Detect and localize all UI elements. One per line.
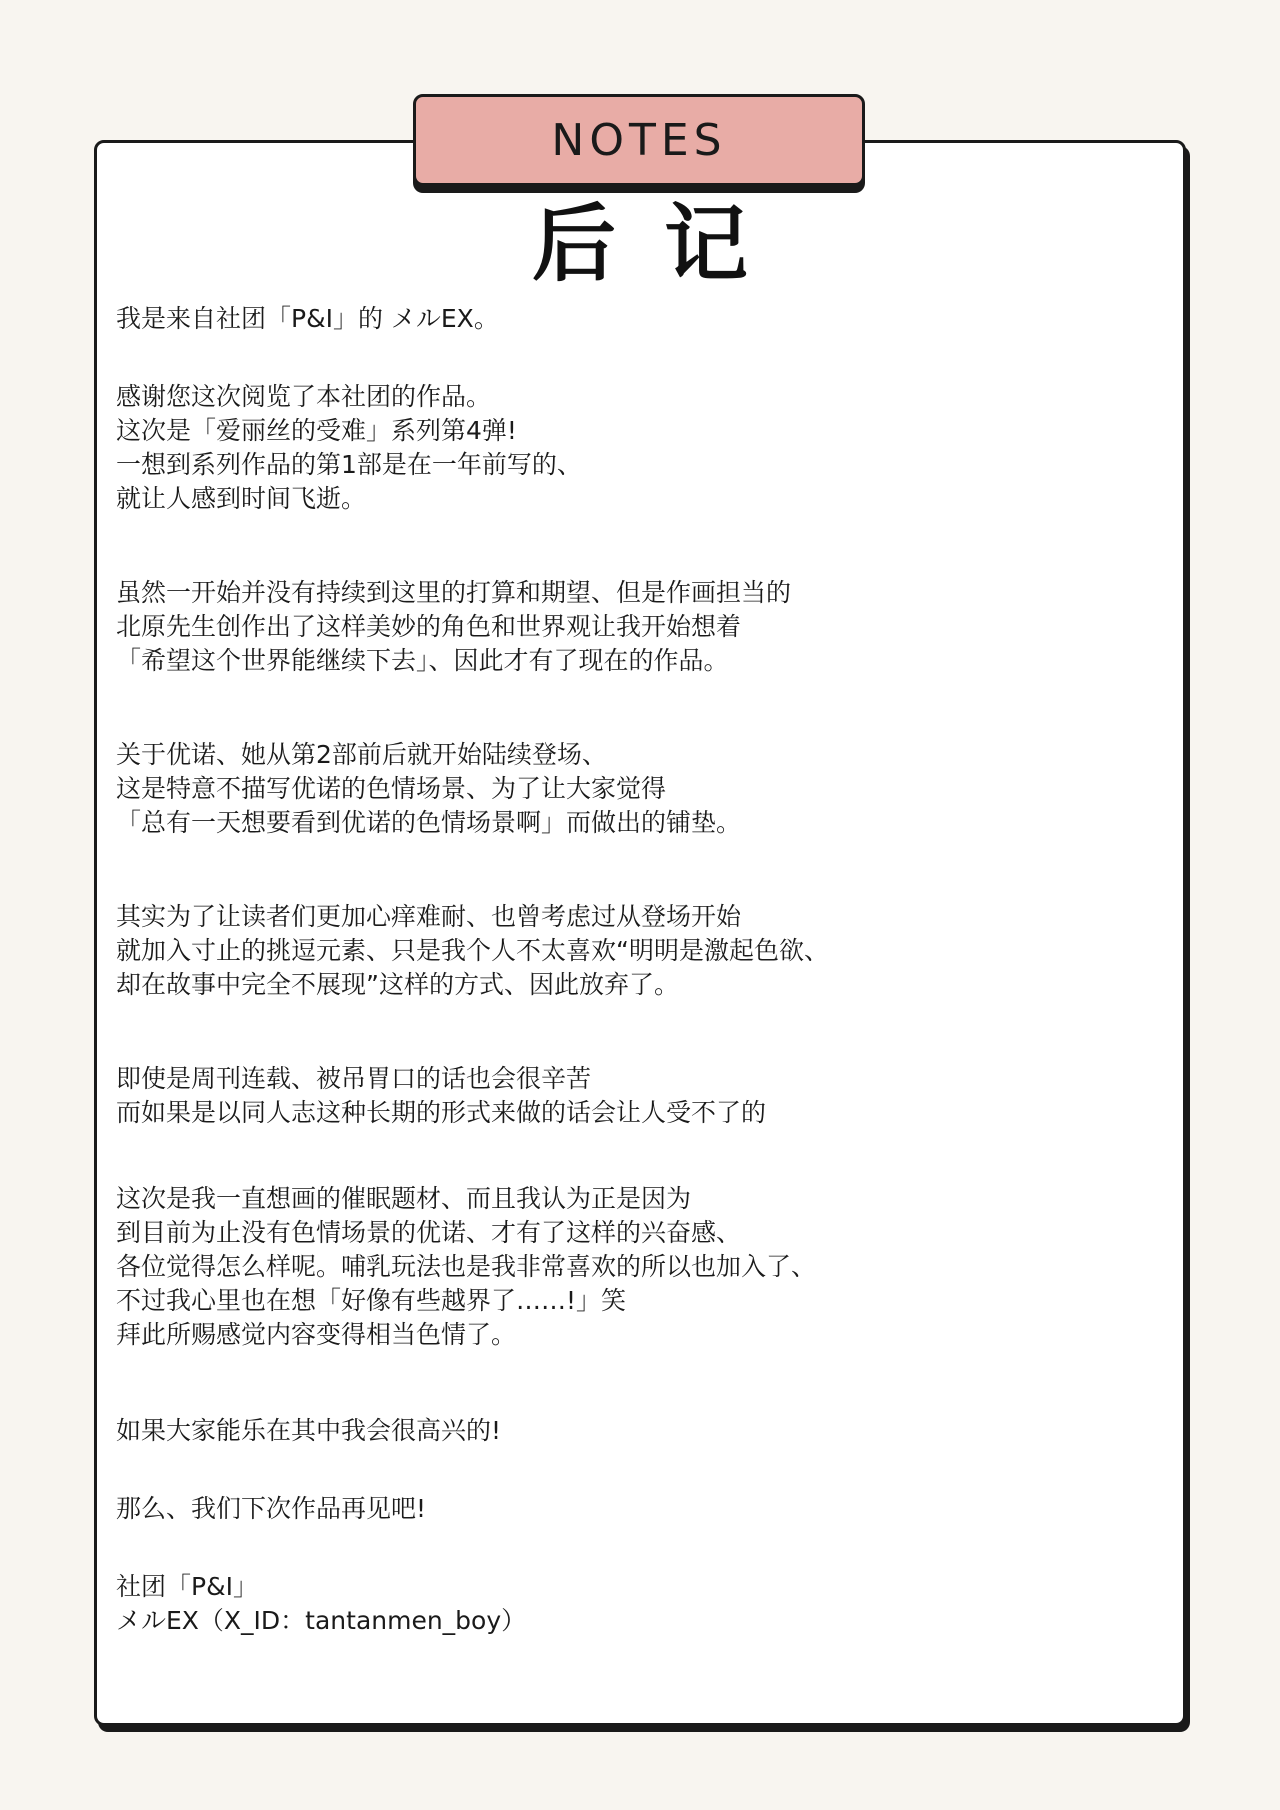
paragraph-line: 感谢您这次阅览了本社团的作品。 xyxy=(116,382,492,411)
paragraph xyxy=(116,1182,1156,1352)
paragraph-line: 而如果是以同人志这种长期的形式来做的话会让人受不了的 xyxy=(116,1098,767,1127)
paragraph xyxy=(116,302,1156,336)
paragraph-line: 这次是「爱丽丝的受难」系列第4弹! xyxy=(116,416,517,445)
paragraph xyxy=(116,900,1156,1002)
paragraph xyxy=(116,576,1156,678)
paragraph-line: 其实为了让读者们更加心痒难耐、也曾考虑过从登场开始 xyxy=(116,902,742,931)
paragraph xyxy=(116,738,1156,840)
paragraph-line: 一想到系列作品的第1部是在一年前写的、 xyxy=(116,450,582,479)
notes-tab-label: NOTES xyxy=(551,114,727,166)
paragraph-line: 却在故事中完全不展现”这样的方式、因此放弃了。 xyxy=(116,970,679,999)
paragraph-line: 就加入寸止的挑逗元素、只是我个人不太喜欢“明明是激起色欲、 xyxy=(116,936,829,965)
paragraph xyxy=(116,1062,1156,1130)
paragraph xyxy=(116,1570,1156,1638)
afterword-text xyxy=(116,302,1156,1638)
paragraph-line: 北原先生创作出了这样美妙的角色和世界观让我开始想着 xyxy=(116,612,742,641)
paragraph-line: 「希望这个世界能继续下去」、因此才有了现在的作品。 xyxy=(116,646,729,675)
paragraph-line: 不过我心里也在想「好像有些越界了……!」笑 xyxy=(116,1286,627,1315)
page-title: 后记 xyxy=(531,195,796,293)
paragraph-line: 「总有一天想要看到优诺的色情场景啊」而做出的铺垫。 xyxy=(116,808,742,837)
paragraph xyxy=(116,1492,1156,1526)
paragraph-line: 我是来自社团「P&I」的 メルEX。 xyxy=(116,304,499,333)
paragraph-line: 这次是我一直想画的催眠题材、而且我认为正是因为 xyxy=(116,1184,692,1213)
paragraph-line: 各位觉得怎么样呢。哺乳玩法也是我非常喜欢的所以也加入了、 xyxy=(116,1252,817,1281)
paragraph-line: 拜此所赐感觉内容变得相当色情了。 xyxy=(116,1320,517,1349)
paragraph-line: 这是特意不描写优诺的色情场景、为了让大家觉得 xyxy=(116,774,667,803)
paragraph-line: 即使是周刊连载、被吊胃口的话也会很辛苦 xyxy=(116,1064,592,1093)
paragraph-line: 社团「P&I」 xyxy=(116,1572,258,1601)
paragraph xyxy=(116,1414,1156,1448)
paragraph-line: 如果大家能乐在其中我会很高兴的! xyxy=(116,1416,502,1445)
paragraph-line: メルEX（X_ID：tantanmen_boy） xyxy=(116,1606,527,1635)
notes-tab xyxy=(413,94,865,186)
paragraph xyxy=(116,380,1156,516)
paragraph-line: 关于优诺、她从第2部前后就开始陆续登场、 xyxy=(116,740,607,769)
paragraph-line: 虽然一开始并没有持续到这里的打算和期望、但是作画担当的 xyxy=(116,578,792,607)
paragraph-line: 就让人感到时间飞逝。 xyxy=(116,484,367,513)
paragraph-line: 那么、我们下次作品再见吧! xyxy=(116,1494,427,1523)
paragraph-line: 到目前为止没有色情场景的优诺、才有了这样的兴奋感、 xyxy=(116,1218,742,1247)
